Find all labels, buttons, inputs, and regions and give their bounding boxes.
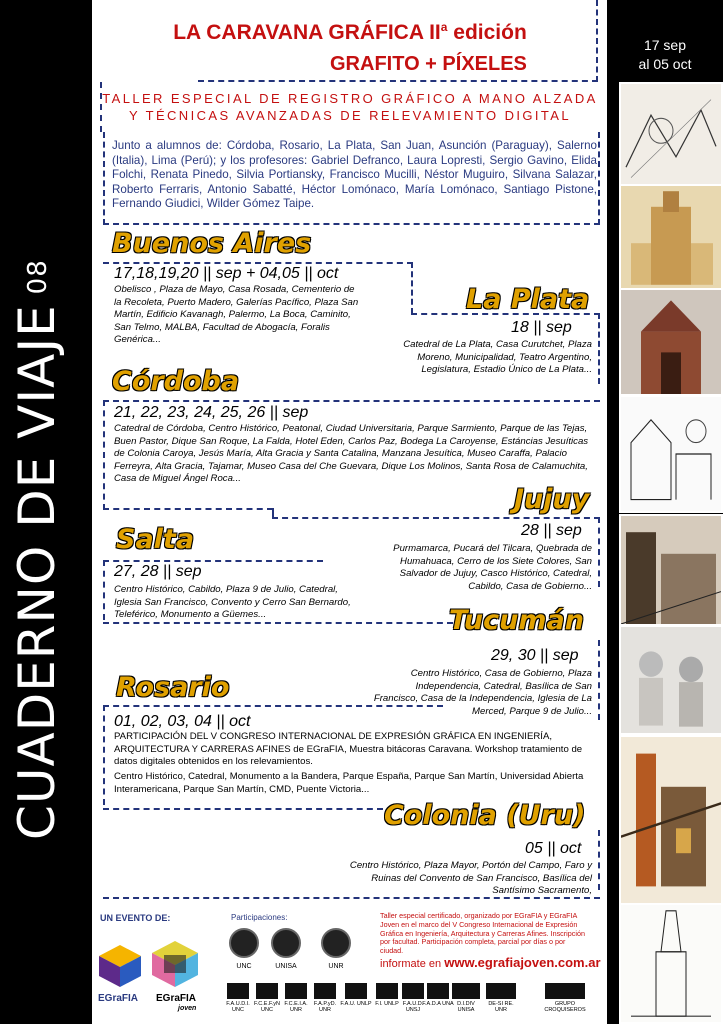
logo-label: GRUPO CROQUISEROS <box>544 1001 586 1013</box>
sketch-thumbnail-1 <box>619 82 723 190</box>
logo-label: F.A.U.D. UNSJ <box>402 1001 424 1013</box>
title-edition: edición <box>447 21 527 44</box>
title-main: LA CARAVANA GRÁFICA II <box>173 21 441 44</box>
desire-logo-icon <box>486 983 516 999</box>
city-colonia: Colonia (Uru) <box>384 800 586 831</box>
logo-label: F.A.D.A UNA <box>422 1001 454 1007</box>
route-line <box>103 560 323 562</box>
sketch-thumbnail-8 <box>619 903 723 1024</box>
sketch-thumbnail-5 <box>619 514 723 626</box>
route-line <box>103 560 105 620</box>
date-rosario: 01, 02, 03, 04 || oct <box>114 713 251 730</box>
desc-rosario-places: Centro Histórico, Catedral, Monumento a la Bandera, Parque España, Parque San Martín, Universidad Abierta Interamericana, Parque San Martín, CMD, Puente Victoria... <box>114 771 584 795</box>
band-title-text: CUADERNO DE VIAJE <box>8 304 66 840</box>
egrafia-joven-logo-text: EGraFIA <box>156 993 197 1004</box>
seal-label-unisa: UNISA <box>275 963 297 970</box>
logo-label: D.I.DIV UNISA <box>457 1001 475 1013</box>
unisa-seal-icon <box>271 928 301 958</box>
route-line <box>103 400 600 402</box>
route-line <box>103 705 105 805</box>
egrafia-joven-logo-icon <box>150 939 200 989</box>
route-line <box>103 400 105 510</box>
date-colonia: 05 || oct <box>525 840 582 857</box>
route-line <box>103 262 413 264</box>
event-label: UN EVENTO DE: <box>100 913 171 923</box>
date-salta: 27, 28 || sep <box>114 563 202 580</box>
fapyd-logo-icon <box>314 983 336 999</box>
logo-label: F.C.E.F.yN UNC <box>254 1001 280 1013</box>
unr-seal-icon <box>321 928 351 958</box>
logo-label: F.A.U.D.I. UNC <box>226 1001 250 1013</box>
sketch-thumbnail-2 <box>619 184 723 292</box>
participants-intro: Junto a alumnos de: Córdoba, Rosario, La Plata, San Juan, Asunción (Paraguay), Salerno (Italia), Lima (Perú); y los profesores: Gabriel Defranco, Laura Lopresti, Sergio Gavino, Elida Folchi, Renata Pinedo, Silvia Portiansky, Francisco Mucilli, Néstor Muguiro, Silvana Salazar, Roberto Ferraris, Antonio Sabatté, Héctor Lomónaco, María Lomónaco, Santiago Pistone, Fernando Giudici, Wilder Gómez Taipe. <box>112 139 597 211</box>
route-line <box>598 517 600 587</box>
city-buenos-aires: Buenos Aires <box>112 228 312 259</box>
city-tucuman: Tucumán <box>449 605 584 636</box>
desc-jujuy: Purmamarca, Pucará del Tilcara, Quebrada de Humahuaca, Cerro de los Siete Colores, San Salvador de Jujuy, Casco Histórico, Catedral, Cabildo, Casa de Gobierno... <box>393 543 592 592</box>
egrafia-logo-text: EGraFIA <box>98 993 139 1004</box>
header-dashed-frame <box>198 0 598 82</box>
sketch-thumbnail-4 <box>619 395 723 513</box>
egrafia-logo-icon <box>97 943 143 989</box>
desc-buenos-aires: Obelisco , Plaza de Mayo, Casa Rosada, Cementerio de la Recoleta, Puerto Madero, Galerías Pacífico, Plaza San Martín, Edificio Kavanagh, Palermo, La Boca, Caminito, San Telmo, MALBA, Facultad de Abogacía, Foralis Genérica... <box>114 284 359 346</box>
desc-salta: Centro Histórico, Cabildo, Plaza 9 de Julio, Catedral, Iglesia San Francisco, Convento y Cerro San Bernardo, Teleférico, Monumento a Güemes... <box>114 584 351 621</box>
city-rosario: Rosario <box>116 672 230 703</box>
date-jujuy: 28 || sep <box>521 522 582 539</box>
desc-cordoba: Catedral de Córdoba, Centro Histórico, Peatonal, Ciudad Universitaria, Parque Sarmiento, Parque de las Tejas, Buen Pastor, Dique San Roque, La Falda, Hotel Eden, Carlos Paz, Bodega La Caroyense, Estáncias Jesuíticas de Colonia Caroya, Jesús María, Alta Gracia y Santa Catalina, Manzana Jesuítica, Museo Caraffa, Palacio Ferreyra, Alta Gracia, Tajamar, Museo Casa del Che Guevara, Dique Los Molinos, Santa Rosa de Calamuchita, Casa de Miguel Ángel Roca... <box>114 423 589 485</box>
route-line <box>598 313 600 384</box>
info-label: informate en <box>380 958 442 970</box>
date-tucuman: 29, 30 || sep <box>491 647 579 664</box>
route-line <box>103 808 383 810</box>
sketch-thumbnail-6 <box>619 625 723 735</box>
route-line <box>598 640 600 720</box>
logo-label: F.A.U. UNLP <box>340 1001 372 1007</box>
route-line <box>103 508 273 510</box>
band-title <box>8 20 66 840</box>
faudi-logo-icon <box>227 983 249 999</box>
desc-rosario: PARTICIPACIÓN DEL V CONGRESO INTERNACIONAL DE EXPRESIÓN GRÁFICA EN INGENIERÍA, ARQUITECTURA Y CARRERAS AFINES de EGraFIA, Muestra bitácoras Caravana. Workshop tratamiento de datos digitales obtenidos en los relevamientos. <box>114 731 583 768</box>
fceia-logo-icon <box>285 983 307 999</box>
route-line <box>411 262 413 314</box>
desc-tucuman: Centro Histórico, Casa de Gobierno, Plaza Independencia, Catedral, Basílica de San Francisco, Casa de la Independencia, Iglesia de La Merced, Parque 9 de Julio... <box>373 668 592 717</box>
city-la-plata: La Plata <box>466 284 590 315</box>
date-buenos-aires: 17,18,19,20 || sep + 04,05 || oct <box>114 265 339 282</box>
sketch-thumbnail-7 <box>619 735 723 905</box>
footer-note: Taller especial certificado, organizado por EGraFIA y EGraFIA Joven en el marco del V Congreso Internacional de Expresión Gráfica en Ingeniería, Arquitectura y Carreras Afines. Inscripción por facultad. Participación completa, parcial por días o por ciudad. <box>380 911 585 956</box>
desc-la-plata: Catedral de La Plata, Casa Curutchet, Plaza Moreno, Municipalidad, Teatro Argentino, Legislatura, Estadio Único de La Plata... <box>403 339 592 376</box>
intro-dashed-frame <box>103 132 600 225</box>
route-line <box>103 622 453 624</box>
faud-logo-icon <box>402 983 424 999</box>
city-jujuy: Jujuy <box>514 484 590 515</box>
fada-logo-icon <box>427 983 449 999</box>
egrafia-joven-sub: joven <box>178 1005 197 1012</box>
fau-logo-icon <box>345 983 367 999</box>
logo-label: F.A.P.yD. UNR <box>313 1001 337 1013</box>
fi-logo-icon <box>376 983 398 999</box>
route-line <box>272 517 600 519</box>
band-title-number: 08 <box>23 259 53 295</box>
participations-label: Participaciones: <box>231 913 288 922</box>
city-salta: Salta <box>116 524 195 555</box>
route-line <box>598 830 600 890</box>
fcefyn-logo-icon <box>256 983 278 999</box>
logo-label: F.C.E.I.A. UNR <box>284 1001 308 1013</box>
logo-label: DE-SI RE. UNR <box>488 1001 514 1013</box>
date-cordoba: 21, 22, 23, 24, 25, 26 || sep <box>114 404 309 421</box>
info-link[interactable] <box>380 955 601 970</box>
logo-label: F.I. UNLP <box>375 1001 399 1007</box>
didiv-logo-icon <box>452 983 480 999</box>
info-url[interactable]: www.egrafiajoven.com.ar <box>444 955 601 970</box>
unc-seal-icon <box>229 928 259 958</box>
tour-dates <box>607 36 723 74</box>
title-superscript: a <box>440 20 448 34</box>
tour-dates-start: 17 sep <box>643 37 687 53</box>
date-la-plata: 18 || sep <box>511 319 572 336</box>
sketch-thumbnail-3 <box>619 288 723 396</box>
page-subtitle: GRAFITO + PÍXELES <box>330 53 527 75</box>
desc-colonia: Centro Histórico, Plaza Mayor, Portón del Campo, Faro y Ruinas del Convento de San Francisco, Basílica del Santísimo Sacramento, <box>349 860 592 897</box>
tour-dates-end: al 05 oct <box>638 56 692 72</box>
seal-label-unc: UNC <box>236 963 252 970</box>
workshop-description: TALLER ESPECIAL DE REGISTRO GRÁFICO A MANO ALZADA Y TÉCNICAS AVANZADAS DE RELEVAMIENTO DIGITAL <box>102 91 598 123</box>
croquiseros-logo-icon <box>545 983 585 999</box>
seal-label-unr: UNR <box>328 963 344 970</box>
city-cordoba: Córdoba <box>112 366 240 397</box>
